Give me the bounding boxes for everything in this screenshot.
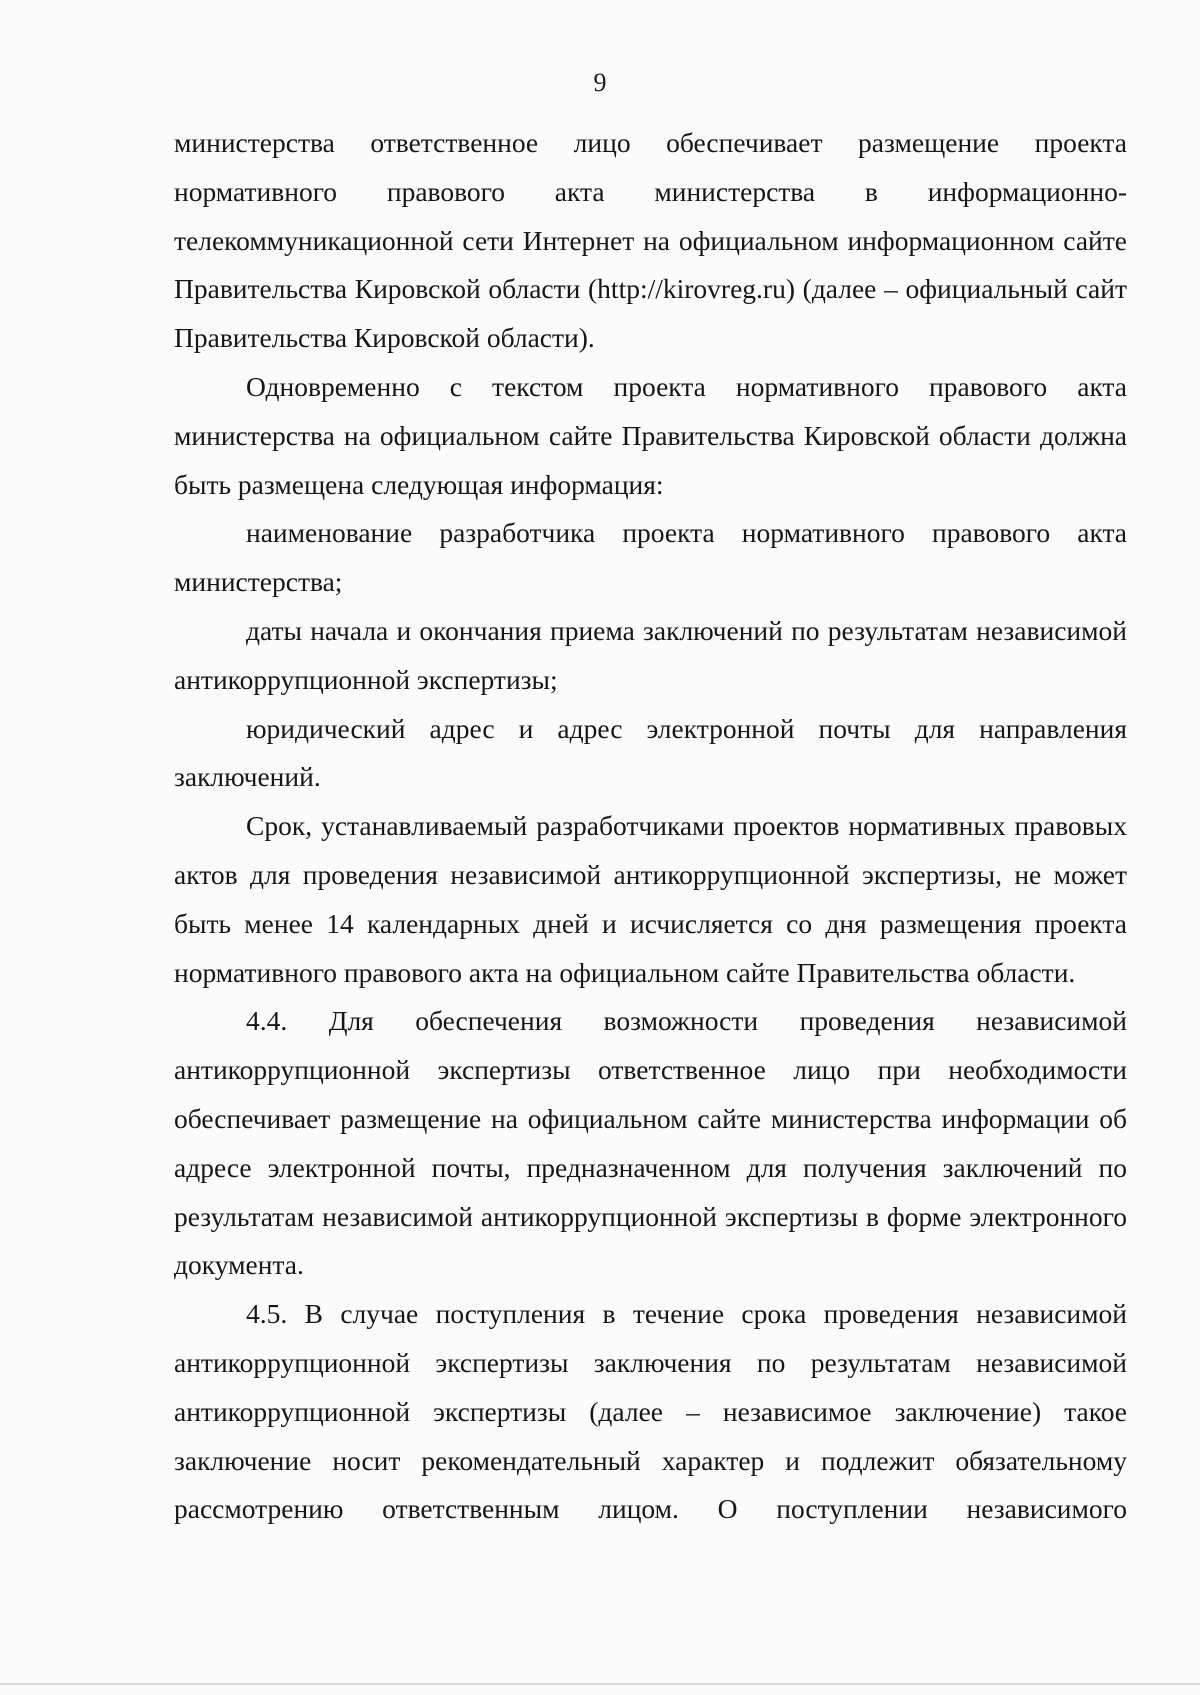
page-number: 9 bbox=[593, 68, 607, 97]
paragraph-6: Срок, устанавливаемый разработчиками проектов нормативных правовых актов для проведения независимой антикоррупционной экспертизы, не может быть менее 14 календарных дней и исчисляется со дня размещения проекта нормативного правового акта на официальном сайте Правительства области. bbox=[174, 810, 1127, 988]
paragraph-8: 4.5. В случае поступления в течение срока проведения независимой антикоррупционной экспертизы заключения по результатам независимой антикоррупционной экспертизы (далее – независимое заключение) такое заключение носит рекомендательный характер и подлежит обязательному рассмотрению ответственным лицом. О поступлении независимого bbox=[174, 1298, 1127, 1525]
document-body bbox=[174, 119, 1127, 1534]
paragraph-4: даты начала и окончания приема заключений по результатам независимой антикоррупционной экспертизы; bbox=[174, 614, 1127, 695]
paragraph-7: 4.4. Для обеспечения возможности проведения независимой антикоррупционной экспертизы ответственное лицо при необходимости обеспечивает размещение на официальном сайте министерства информации об адресе электронной почты, предназначенном для получения заключений по результатам независимой антикоррупционной экспертизы в форме электронного документа. bbox=[174, 1005, 1127, 1281]
paragraph-5: юридический адрес и адрес электронной почты для направления заключений. bbox=[174, 712, 1127, 793]
paragraph-2: Одновременно с текстом проекта нормативного правового акта министерства на официальном сайте Правительства Кировской области должна быть размещена следующая информация: bbox=[174, 370, 1127, 500]
paragraph-1: министерства ответственное лицо обеспечивает размещение проекта нормативного правового акта министерства в информационно-телекоммуникационной сети Интернет на официальном информационном сайте Правительства Кировской области (http://kirovreg.ru) (далее – официальный сайт Правительства Кировской области). bbox=[174, 127, 1127, 354]
scan-bottom-edge bbox=[0, 1683, 1200, 1685]
paragraph-3: наименование разработчика проекта нормативного правового акта министерства; bbox=[174, 517, 1127, 598]
